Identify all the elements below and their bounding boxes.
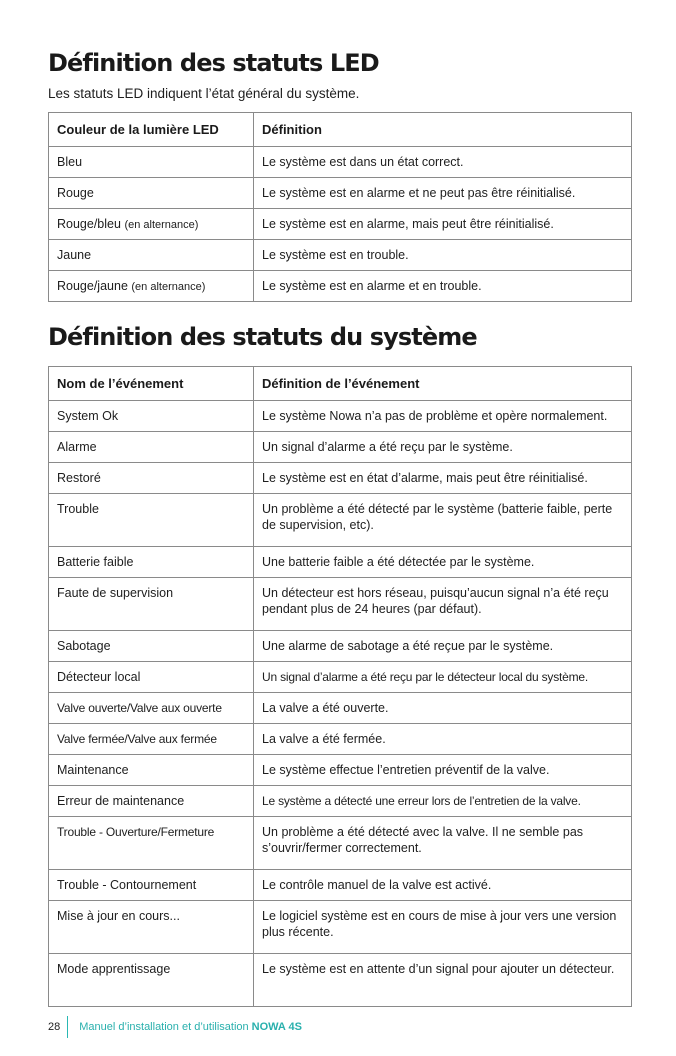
event-definition-cell: La valve a été ouverte. — [254, 693, 632, 724]
event-definition-cell: Une alarme de sabotage a été reçue par le système. — [254, 631, 632, 662]
table-header-row — [49, 113, 632, 147]
table-row — [49, 631, 632, 662]
led-color-cell — [49, 178, 254, 209]
footer-product-name: NOWA 4S — [251, 1021, 302, 1033]
event-name-cell: Valve fermée/Valve aux fermée — [49, 724, 254, 755]
led-color-note: (en alternance) — [131, 280, 206, 293]
event-name-cell: Maintenance — [49, 755, 254, 786]
led-definition-cell: Le système est en trouble. — [254, 240, 632, 271]
led-section-title: Définition des statuts LED — [48, 49, 379, 77]
led-color-name: Rouge/jaune — [57, 278, 128, 293]
event-name-cell: Restoré — [49, 463, 254, 494]
system-section-title: Définition des statuts du système — [48, 323, 477, 351]
table-row — [49, 432, 632, 463]
table-row — [49, 240, 632, 271]
event-definition-cell: Le système effectue l’entretien préventif de la valve. — [254, 755, 632, 786]
event-name-cell: Trouble — [49, 494, 254, 547]
table-row — [49, 547, 632, 578]
led-color-cell — [49, 209, 254, 240]
event-name-cell: Alarme — [49, 432, 254, 463]
led-color-cell — [49, 240, 254, 271]
table-row — [49, 901, 632, 954]
table-row — [49, 786, 632, 817]
table-row — [49, 724, 632, 755]
led-color-name: Rouge — [57, 186, 94, 200]
footer-manual-title: Manuel d’installation et d’utilisation — [79, 1021, 249, 1033]
table-row — [49, 494, 632, 547]
table-row — [49, 178, 632, 209]
event-definition-cell: Une batterie faible a été détectée par le système. — [254, 547, 632, 578]
table-row — [49, 954, 632, 1007]
event-definition-cell: Le logiciel système est en cours de mise à jour vers une version plus récente. — [254, 901, 632, 954]
header-led-color: Couleur de la lumière LED — [49, 113, 254, 147]
table-row — [49, 870, 632, 901]
event-definition-cell: Le contrôle manuel de la valve est activé. — [254, 870, 632, 901]
event-name-cell: Détecteur local — [49, 662, 254, 693]
table-row — [49, 401, 632, 432]
table-row — [49, 463, 632, 494]
led-color-name: Rouge/bleu — [57, 216, 121, 231]
table-row — [49, 147, 632, 178]
header-event-name: Nom de l’événement — [49, 367, 254, 401]
event-definition-cell: Un problème a été détecté avec la valve. Il ne semble pas s’ouvrir/fermer correctement. — [254, 817, 632, 870]
table-header-row — [49, 367, 632, 401]
event-definition-cell: Le système Nowa n’a pas de problème et opère normalement. — [254, 401, 632, 432]
table-row — [49, 271, 632, 302]
led-color-note: (en alternance) — [124, 218, 199, 231]
led-status-table — [48, 112, 632, 302]
page-footer — [48, 1016, 302, 1038]
table-row — [49, 662, 632, 693]
led-definition-cell: Le système est en alarme et ne peut pas être réinitialisé. — [254, 178, 632, 209]
led-color-name: Jaune — [57, 248, 92, 262]
event-name-cell: Erreur de maintenance — [49, 786, 254, 817]
event-definition-cell: La valve a été fermée. — [254, 724, 632, 755]
led-definition-cell: Le système est dans un état correct. — [254, 147, 632, 178]
event-name-cell: Mode apprentissage — [49, 954, 254, 1007]
event-definition-cell: Un signal d’alarme a été reçu par le détecteur local du système. — [254, 662, 632, 693]
led-definition-cell: Le système est en alarme et en trouble. — [254, 271, 632, 302]
event-definition-cell: Un détecteur est hors réseau, puisqu’aucun signal n’a été reçu pendant plus de 24 heures (par défaut). — [254, 578, 632, 631]
led-definition-cell: Le système est en alarme, mais peut être réinitialisé. — [254, 209, 632, 240]
event-name-cell: Faute de supervision — [49, 578, 254, 631]
table-row — [49, 817, 632, 870]
table-row — [49, 578, 632, 631]
page-number: 28 — [48, 1021, 61, 1033]
event-definition-cell: Le système est en attente d’un signal pour ajouter un détecteur. — [254, 954, 632, 1007]
event-name-cell: System Ok — [49, 401, 254, 432]
led-section-subtitle: Les statuts LED indiquent l’état général du système. — [48, 86, 360, 101]
event-name-cell: Mise à jour en cours... — [49, 901, 254, 954]
header-definition: Définition — [254, 113, 632, 147]
event-name-cell: Batterie faible — [49, 547, 254, 578]
led-color-cell — [49, 147, 254, 178]
event-name-cell: Trouble - Ouverture/Fermeture — [49, 817, 254, 870]
led-color-cell — [49, 271, 254, 302]
event-definition-cell: Le système est en état d’alarme, mais peut être réinitialisé. — [254, 463, 632, 494]
event-name-cell: Valve ouverte/Valve aux ouverte — [49, 693, 254, 724]
led-color-name: Bleu — [57, 155, 83, 169]
table-row — [49, 209, 632, 240]
event-definition-cell: Un problème a été détecté par le système (batterie faible, perte de supervision, etc). — [254, 494, 632, 547]
footer-divider — [67, 1016, 68, 1038]
event-name-cell: Sabotage — [49, 631, 254, 662]
system-status-table — [48, 366, 632, 1007]
event-definition-cell: Le système a détecté une erreur lors de l’entretien de la valve. — [254, 786, 632, 817]
table-row — [49, 693, 632, 724]
table-row — [49, 755, 632, 786]
event-name-cell: Trouble - Contournement — [49, 870, 254, 901]
header-event-definition: Définition de l’événement — [254, 367, 632, 401]
event-definition-cell: Un signal d’alarme a été reçu par le système. — [254, 432, 632, 463]
